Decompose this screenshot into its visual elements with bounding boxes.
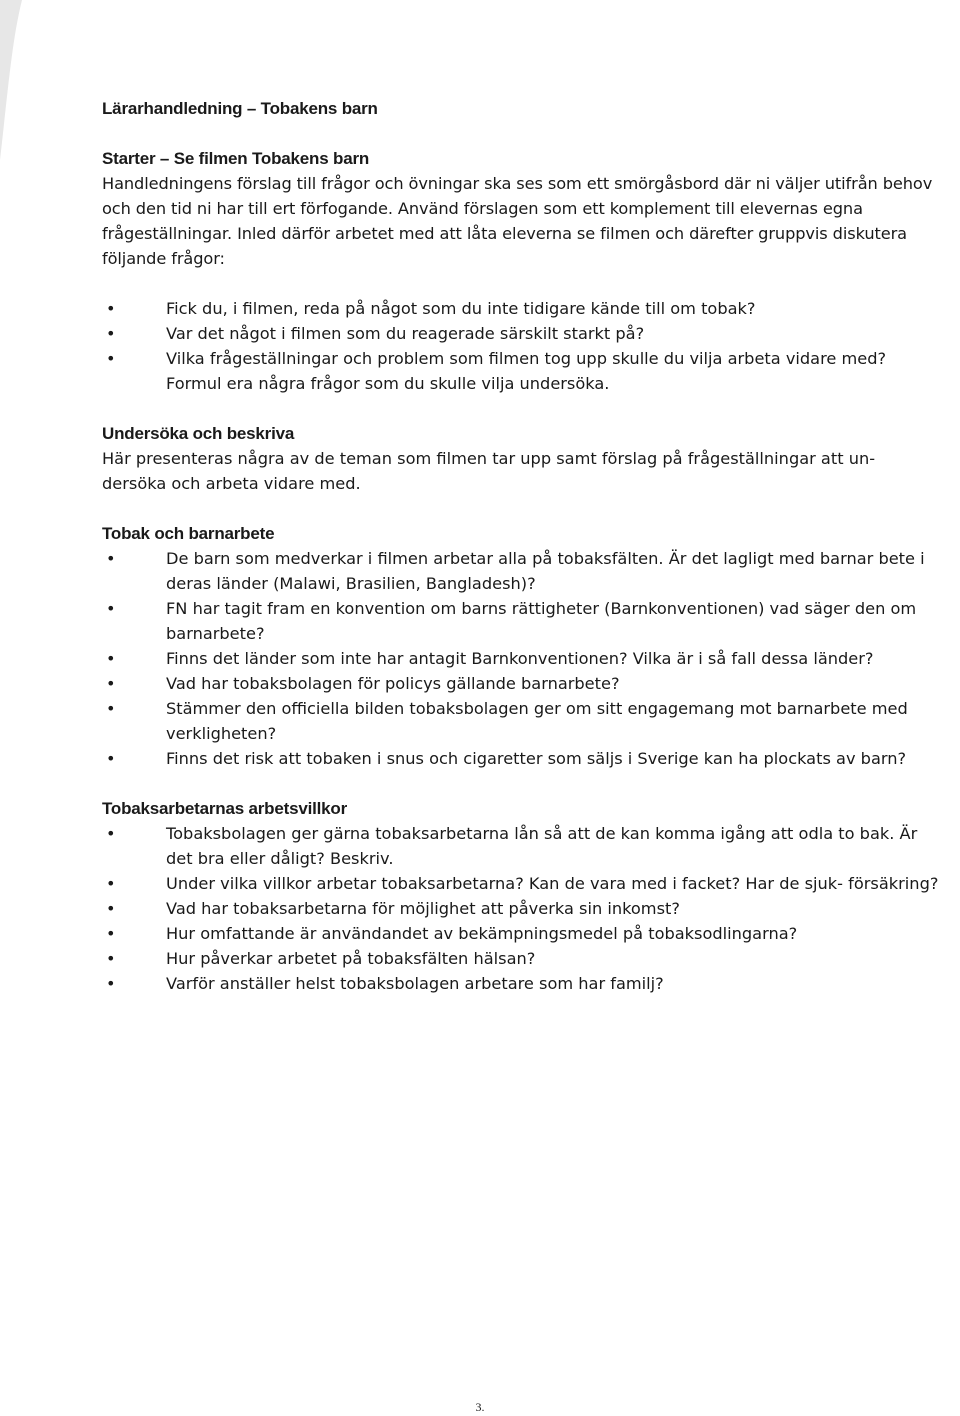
list-item: • Finns det länder som inte har antagit Barnkonventionen? Vilka är i så fall dessa länder? [102,646,942,671]
list-item: • Varför anställer helst tobaksbolagen arbetare som har familj? [102,971,942,996]
section-undersoka [102,421,942,496]
undersoka-paragraph: Här presenteras några av de teman som filmen tar upp samt förslag på frågeställningar att un- dersöka och arbeta vidare med. [102,449,876,493]
list-item: • Var det något i filmen som du reagerade särskilt starkt på? [102,321,942,346]
arbetsvillkor-question-list [102,821,942,996]
list-item: • De barn som medverkar i filmen arbetar alla på tobaksfälten. Är det lagligt med barnar bete i deras länder (Malawi, Brasilien, Bangladesh)? [102,546,942,596]
section-heading-starter: Starter – Se filmen Tobakens barn [102,149,370,168]
document-page [102,96,942,996]
list-item: • Tobaksbolagen ger gärna tobaksarbetarna lån så att de kan komma igång att odla to bak. Är det bra eller dåligt? Beskriv. [102,821,942,871]
section-heading-arbetsvillkor: Tobaksarbetarnas arbetsvillkor [102,799,348,818]
list-item: • Hur omfattande är användandet av bekämpningsmedel på tobaksodlingarna? [102,921,942,946]
list-item: • FN har tagit fram en konvention om barns rättigheter (Barnkonventionen) vad säger den om barnarbete? [102,596,942,646]
list-item: • Vad har tobaksbolagen för policys gällande barnarbete? [102,671,942,696]
list-item: • Stämmer den officiella bilden tobaksbolagen ger om sitt engagemang mot barnarbete med verkligheten? [102,696,942,746]
starter-question-list [102,296,942,396]
section-barnarbete [102,521,942,771]
page-number: 3. [475,1400,485,1414]
list-item: • Finns det risk att tobaken i snus och cigaretter som säljs i Sverige kan ha plockats av barn? [102,746,942,771]
section-heading-undersoka: Undersöka och beskriva [102,424,295,443]
list-item: • Under vilka villkor arbetar tobaksarbetarna? Kan de vara med i facket? Har de sjuk- försäkring? [102,871,942,896]
section-heading-barnarbete: Tobak och barnarbete [102,524,275,543]
barnarbete-question-list [102,546,942,771]
starter-paragraph: Handledningens förslag till frågor och övningar ska ses som ett smörgåsbord där ni väljer utifrån behov och den tid ni har till ert förfogande. Använd förslagen som ett komplement till elevernas egna frågeställningar. Inled därför arbetet med att låta eleverna se filmen och därefter gruppvis diskutera följande frågor: [102,174,933,268]
list-item: • Vilka frågeställningar och problem som filmen tog upp skulle du vilja arbeta vidare med? Formul era några frågor som du skulle vilja undersöka. [102,346,942,396]
section-arbetsvillkor [102,796,942,996]
list-item: • Hur påverkar arbetet på tobaksfälten hälsan? [102,946,942,971]
document-title: Lärarhandledning – Tobakens barn [102,99,378,118]
list-item: • Vad har tobaksarbetarna för möjlighet att påverka sin inkomst? [102,896,942,921]
list-item: • Fick du, i filmen, reda på något som du inte tidigare kände till om tobak? [102,296,942,321]
section-starter [102,146,942,396]
corner-decoration [0,0,60,160]
